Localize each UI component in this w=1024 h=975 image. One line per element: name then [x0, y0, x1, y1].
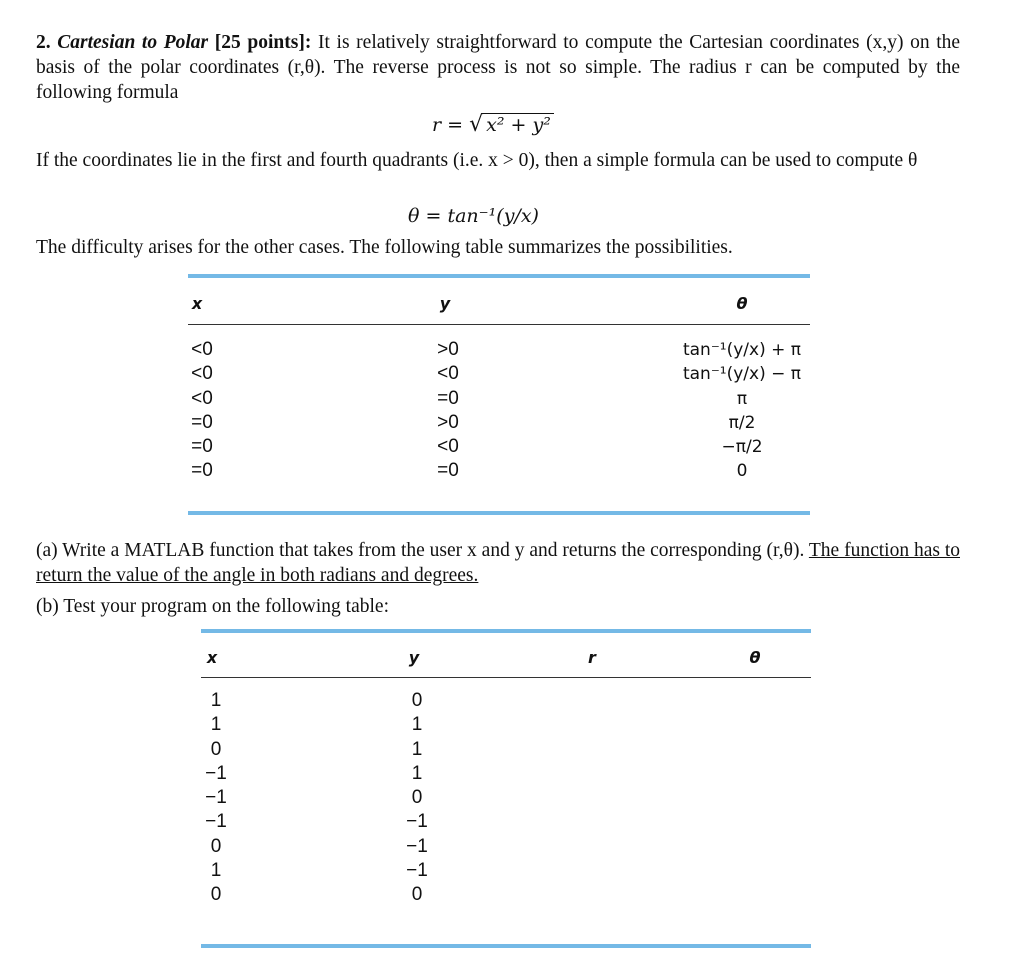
table2-header-y: y [408, 648, 420, 667]
formula-theta: θ = tan⁻¹(y/x) [408, 205, 539, 227]
table2-cell: −1 [406, 835, 428, 857]
table1-header-rule [188, 324, 810, 325]
table2-bottom-rule [201, 944, 811, 948]
problem-points: [25 points]: [214, 32, 312, 53]
table1-cell: >0 [437, 411, 459, 433]
quadrant-text: If the coordinates lie in the first and fourth quadrants (i.e. x > 0), then a simple formula can be used to compute θ [36, 150, 918, 171]
table2-cell: 0 [210, 835, 222, 857]
table2-cell: 0 [210, 884, 222, 906]
problem-title: Cartesian to Polar [57, 32, 209, 53]
table1-cell: <0 [191, 339, 213, 360]
problem-intro [36, 30, 960, 105]
table2-cell: −1 [406, 860, 428, 882]
table1-top-rule [188, 274, 810, 278]
table1-cell: >0 [437, 339, 459, 360]
table1-header-x: x [191, 294, 203, 313]
part-b: (b) Test your program on the following table: [36, 596, 389, 617]
table1-cell: <0 [191, 363, 213, 385]
table2-cell: −1 [205, 811, 227, 833]
table1-cell: =0 [437, 387, 459, 409]
table2-cell: 1 [210, 690, 222, 711]
table1-cell: <0 [437, 436, 459, 458]
table2-cell: 1 [210, 860, 222, 882]
table2-cell: −1 [406, 811, 428, 833]
part-a-underlined: The function has to return the value of the angle in both radians and degrees. [36, 540, 960, 586]
table1-cell: =0 [437, 460, 459, 482]
formula-r-radicand: x² + y² [483, 113, 554, 136]
table1-col-y [423, 338, 473, 484]
table1-bottom-rule [188, 511, 810, 515]
table2-cell: 0 [411, 690, 423, 711]
table1-cell: <0 [191, 387, 213, 409]
table1-cell: =0 [191, 460, 213, 482]
table1-cell: =0 [191, 436, 213, 458]
table2-header-x: x [206, 648, 218, 667]
table2-cell: 1 [411, 762, 423, 784]
table2-cell: 0 [210, 738, 222, 760]
table1-col-theta [662, 338, 822, 484]
table2-cell: 1 [210, 714, 222, 736]
table2-col-x [191, 689, 241, 908]
table2-cell: 0 [411, 884, 423, 906]
table1-cell: <0 [437, 363, 459, 385]
table2-cell: 1 [411, 714, 423, 736]
table2-cell: 1 [411, 738, 423, 760]
table2-col-y [392, 689, 442, 908]
table1-cell: π [736, 388, 748, 409]
table2-cell: 0 [411, 787, 423, 809]
intro-text: It is relatively straightforward to compute the Cartesian coordinates (x,y) on the basis of the polar coordinates (r,θ). The reverse process is not so simple. The radius r can be computed by the following formula [36, 32, 961, 103]
part-a-text: (a) Write a MATLAB function that takes from the user x and y and returns the corresponding (r,θ). [36, 540, 805, 561]
table1-cell: π/2 [728, 412, 756, 433]
table1-cell: tan⁻¹(y/x) + π [682, 340, 802, 360]
table2-header-r: r [588, 648, 596, 667]
table1-cell: =0 [191, 411, 213, 433]
table1-header-y: y [439, 294, 451, 313]
table1-cell: tan⁻¹(y/x) − π [682, 364, 802, 385]
table1-cell: 0 [736, 461, 748, 482]
table2-header-theta: θ [749, 648, 761, 667]
table2-cell: −1 [205, 762, 227, 784]
formula-r-lhs: r = [432, 114, 470, 136]
difficulty-text: The difficulty arises for the other cases. The following table summarizes the possibilities. [36, 237, 733, 258]
table1-col-x [177, 338, 227, 484]
table1-cell: −π/2 [721, 437, 763, 458]
formula-r: r = √ x² + y² [432, 112, 554, 137]
table2-top-rule [201, 629, 811, 633]
problem-number: 2. [36, 32, 51, 53]
table2-cell: −1 [205, 787, 227, 809]
table2-header-rule [201, 677, 811, 678]
table1-header-theta: θ [736, 294, 748, 313]
part-a [36, 538, 960, 588]
